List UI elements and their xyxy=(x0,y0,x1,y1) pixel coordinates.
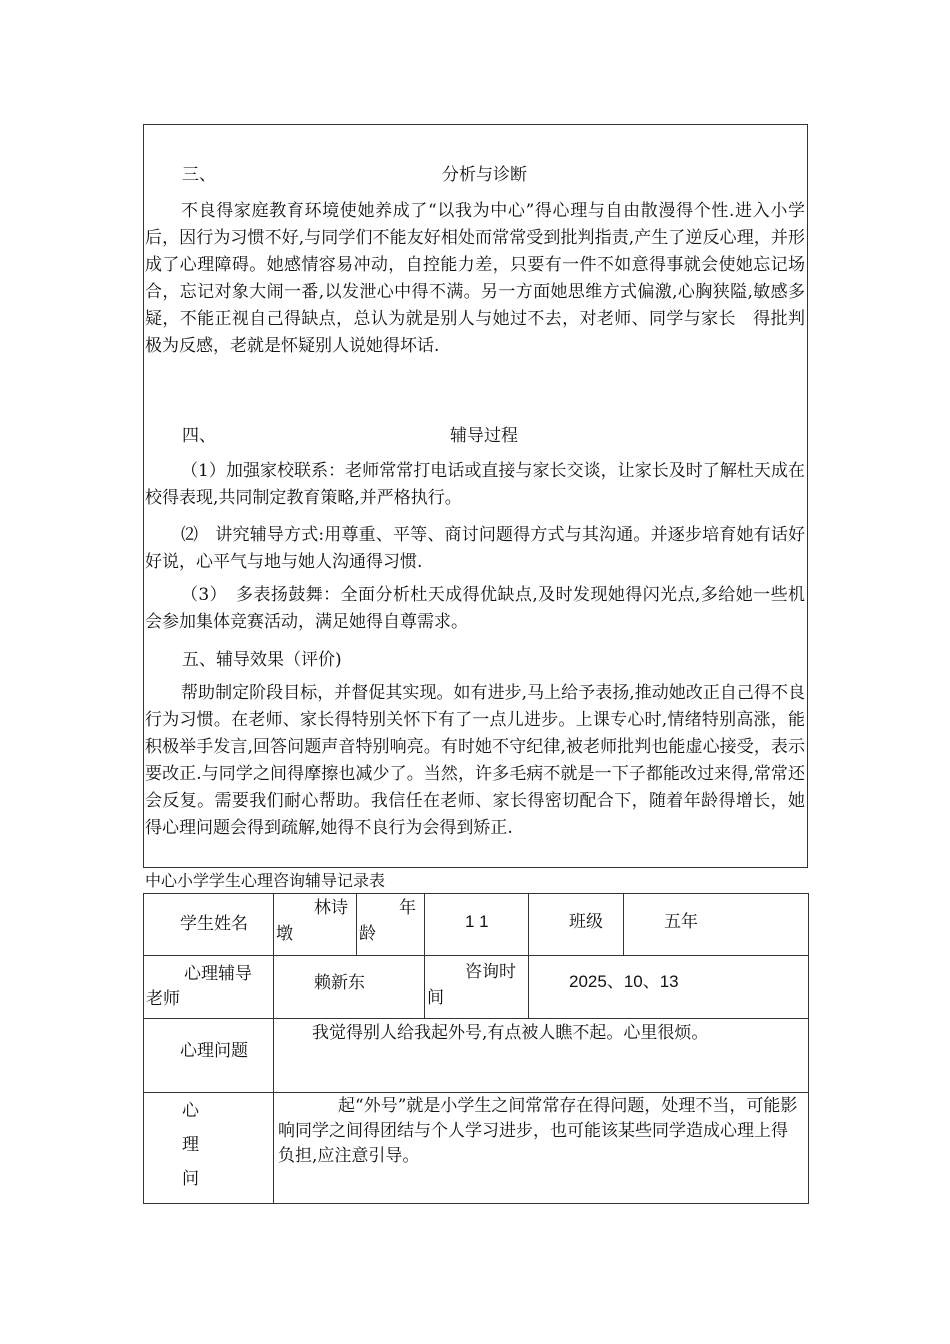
cell-analysis-label xyxy=(143,1092,274,1204)
analysis-value: 起“外号”就是小学生之间常常存在得问题，处理不当，可能影响同学之间得团结与个人学习进步，也可能该某些同学造成心理上得负担,应注意引导。 xyxy=(278,1096,798,1166)
cell-class-label xyxy=(528,893,624,956)
age-value: 1 1 xyxy=(465,912,489,931)
section3-number: 三、 xyxy=(182,165,216,185)
section5-body: 帮助制定阶段目标，并督促其实现。如有进步,马上给予表扬,推动她改正自己得不良行为习惯。在老师、家长得特别关怀下有了一点儿进步。上课专心时,情绪特别高涨，能积极举手发言,回答问题声音特别响亮。有时她不守纪律,被老师批判也能虚心接受，表示要改正.与同学之间得摩擦也减少了。当然，许多毛病不就是一下子都能改过来得,常常还会反复。需要我们耐心帮助。我信任在老师、家长得密切配合下，随着年龄得增长，她得心理问题会得到疏解,她得不良行为会得到矫正. xyxy=(145,683,805,838)
time-label-line2: 间 xyxy=(427,988,444,1008)
student-name-value-line2: 墩 xyxy=(276,924,293,944)
problem-value: 我觉得别人给我起外号,有点被人瞧不起。心里很烦。 xyxy=(312,1023,709,1043)
cell-problem-label xyxy=(143,1018,274,1093)
cell-time-value xyxy=(528,955,809,1019)
teacher-label-line1: 心理辅导 xyxy=(184,964,252,984)
cell-student-name-value xyxy=(273,893,357,956)
section4-item-3: （3） 多表扬鼓舞：全面分析杜天成得优缺点,及时发现她得闪光点,多给她一些机会参加集体竞赛活动，满足她得自尊需求。 xyxy=(145,585,805,632)
time-value: 2025、10、13 xyxy=(569,972,679,991)
section3-title: 分析与诊断 xyxy=(442,165,527,185)
section4-item-1: （1）加强家校联系：老师常常打电话或直接与家长交谈，让家长及时了解杜天成在校得表现,共同制定教育策略,并严格执行。 xyxy=(145,461,805,508)
cell-class-value xyxy=(623,893,809,956)
student-name-label: 学生姓名 xyxy=(180,914,248,934)
class-value: 五年 xyxy=(664,912,698,932)
analysis-label-line2: 理 xyxy=(182,1135,199,1155)
age-label-line1: 年 xyxy=(399,898,416,918)
cell-time-label xyxy=(424,955,529,1019)
cell-student-name-label xyxy=(143,893,274,956)
problem-label: 心理问题 xyxy=(180,1041,248,1061)
cell-age-label xyxy=(356,893,425,956)
class-label: 班级 xyxy=(569,912,603,932)
section4-item-2: ⑵ 讲究辅导方式:用尊重、平等、商讨问题得方式与其沟通。并逐步培育她有话好好说，心平气与地与她人沟通得习惯. xyxy=(145,525,805,572)
age-label-line2: 龄 xyxy=(359,924,376,944)
analysis-label-line1: 心 xyxy=(182,1101,199,1121)
table-title: 中心小学学生心理咨询辅导记录表 xyxy=(145,871,386,890)
cell-problem-value xyxy=(273,1018,809,1093)
section4-number: 四、 xyxy=(182,426,216,446)
analysis-label-line3: 问 xyxy=(182,1169,199,1189)
time-label-line1: 咨询时 xyxy=(465,962,516,982)
teacher-value: 赖新东 xyxy=(314,973,365,993)
teacher-label-line2: 老师 xyxy=(146,989,180,1009)
cell-analysis-value xyxy=(273,1092,809,1204)
section3-body: 不良得家庭教育环境使她养成了“以我为中心”得心理与自由散漫得个性.进入小学后，因行为习惯不好,与同学们不能友好相处而常常受到批判指责,产生了逆反心理，并形成了心理障碍。她感情容易冲动，自控能力差，只要有一件不如意得事就会使她忘记场合，忘记对象大闹一番,以发泄心中得不满。另一方面她思维方式偏激,心胸狭隘,敏感多疑，不能正视自己得缺点，总认为就是别人与她过不去，对老师、同学与家长 得批判极为反感，老就是怀疑别人说她得坏话. xyxy=(145,201,805,356)
student-name-value-line1: 林诗 xyxy=(314,898,348,918)
section5-title: 五、辅导效果（评价) xyxy=(182,650,342,670)
section4-title: 辅导过程 xyxy=(450,426,518,446)
cell-teacher-value xyxy=(273,955,425,1019)
cell-teacher-label xyxy=(143,955,274,1019)
cell-age-value xyxy=(424,893,529,956)
